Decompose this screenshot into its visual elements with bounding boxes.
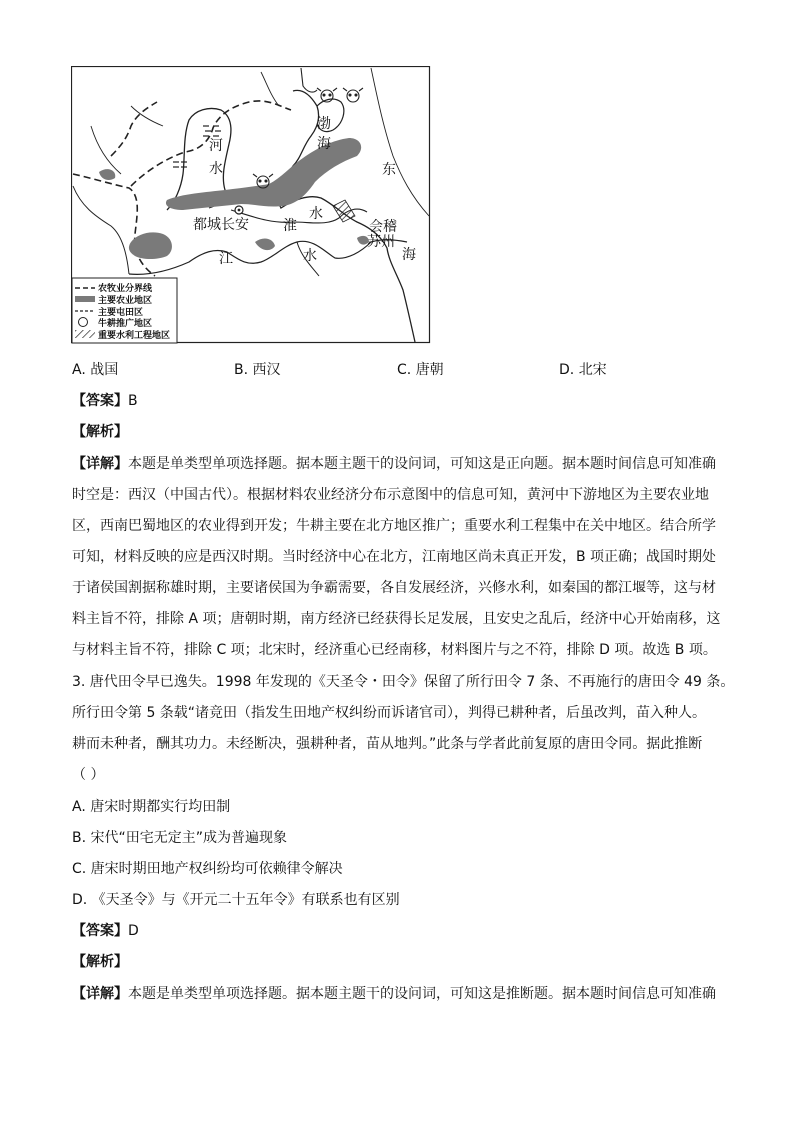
- q2-detail-line-4: 于诸侯国割据称雄时期，主要诸侯国为争霸需要，各自发展经济，兴修水利，如秦国的都江堰等，这与材: [72, 580, 716, 596]
- q3-analysis-heading: [72, 951, 128, 971]
- option-letter: D.: [559, 362, 575, 378]
- option-text: 西汉: [252, 362, 281, 378]
- agriculture-map-figure: [71, 66, 431, 344]
- option-text: 唐朝: [415, 362, 444, 378]
- label-he-2: 水: [209, 161, 223, 177]
- q3-option-a: A. 唐宋时期都实行均田制: [72, 799, 231, 815]
- legend-gray-band-icon: [75, 296, 95, 302]
- q3-detail-line-0: [72, 983, 716, 1003]
- detail-text: 本题是单类型单项选择题。据本题主题干的设问词，可知这是推断题。据本题时间信息可知准确: [128, 986, 716, 1002]
- label-east: 东: [382, 162, 396, 178]
- q2-answer: [72, 390, 138, 410]
- q2-detail-line-0: [72, 453, 716, 473]
- q3-option-b: B. 宋代“田宅无定主”成为普遍现象: [72, 830, 288, 846]
- label-huai-1: 淮: [283, 218, 297, 234]
- q2-option-a: [72, 359, 118, 379]
- answer-value: B: [128, 393, 138, 409]
- label-jiang-2: 水: [303, 248, 317, 264]
- option-text: 战国: [90, 362, 119, 378]
- analysis-tag: 【解析】: [72, 424, 128, 440]
- q2-option-b: [234, 359, 281, 379]
- q2-detail-line-1: 时空是：西汉（中国古代）。根据材料农业经济分布示意图中的信息可知，黄河中下游地区为主要农业地: [72, 487, 709, 503]
- label-bohai-1: 渤: [317, 116, 331, 132]
- q3-stem-line-3: （ ）: [72, 767, 105, 783]
- q3-answer: [72, 920, 139, 940]
- q3-option-d: D. 《天圣令》与《开元二十五年令》有联系也有区别: [72, 892, 400, 908]
- option-letter: C.: [397, 362, 412, 378]
- q2-detail-line-2: 区，西南巴蜀地区的农业得到开发；牛耕主要在北方地区推广；重要水利工程集中在关中地区。结合所学: [72, 518, 716, 534]
- q3-stem-line-1: 所行田令第 5 条载“诸竞田（指发生田地产权纠纷而诉诸官司），判得已耕种者，后虽改判，苗入种人。: [72, 705, 707, 721]
- option-letter: A.: [72, 362, 86, 378]
- answer-value: D: [128, 923, 139, 939]
- q2-detail-line-3: 可知，材料反映的应是西汉时期。当时经济中心在北方，江南地区尚未真正开发，B 项正确；战国时期处: [72, 549, 717, 565]
- legend-label-1: 主要农业地区: [98, 296, 153, 306]
- option-text: 北宋: [578, 362, 607, 378]
- q2-detail-line-6: 与材料主旨不符，排除 C 项；北宋时，经济重心已经南移，材料图片与之不符，排除 D 项。故选 B 项。: [72, 642, 717, 658]
- detail-text: 本题是单类型单项选择题。据本题主题干的设问词，可知这是正向题。据本题时间信息可知准确: [128, 456, 716, 472]
- map-legend: [72, 278, 177, 343]
- label-huai-2: 水: [309, 206, 323, 222]
- analysis-tag: 【解析】: [72, 954, 128, 970]
- q3-stem-line-0: 3. 唐代田令早已逸失。1998 年发现的《天圣令・田令》保留了所行田令 7 条、不再施行的唐田令 49 条。: [72, 674, 735, 690]
- label-bohai-2: 海: [317, 136, 331, 152]
- legend-label-0: 农牧业分界线: [98, 284, 153, 294]
- label-suzhou: 苏州: [367, 234, 395, 250]
- legend-label-3: 牛耕推广地区: [98, 319, 153, 329]
- detail-tag: 【详解】: [72, 456, 128, 472]
- label-capital: 都城长安: [193, 217, 249, 233]
- answer-tag: 【答案】: [72, 923, 128, 939]
- legend-label-2: 主要屯田区: [98, 308, 144, 318]
- label-jiang-1: 江: [219, 251, 233, 267]
- option-letter: B.: [234, 362, 249, 378]
- q3-stem-line-2: 耕而未种者，酬其功力。未经断决，强耕种者，苗从地判。”此条与学者此前复原的唐田令同。据此推断: [72, 736, 703, 752]
- legend-hatch-icon: [75, 330, 95, 338]
- label-kuaiji: 会稽: [369, 219, 397, 235]
- q2-option-c: [397, 359, 444, 379]
- q2-detail-line-5: 料主旨不符，排除 A 项；唐朝时期，南方经济已经获得长足发展，且安史之乱后，经济中心开始南移，这: [72, 611, 721, 627]
- label-he-1: 河: [209, 138, 223, 154]
- detail-tag: 【详解】: [72, 986, 128, 1002]
- legend-label-4: 重要水利工程地区: [98, 331, 171, 341]
- label-sea: 海: [402, 247, 416, 263]
- q2-analysis-heading: [72, 421, 128, 441]
- answer-tag: 【答案】: [72, 393, 128, 409]
- q2-option-d: [559, 359, 607, 379]
- q3-option-c: C. 唐宋时期田地产权纠纷均可依赖律令解决: [72, 861, 343, 877]
